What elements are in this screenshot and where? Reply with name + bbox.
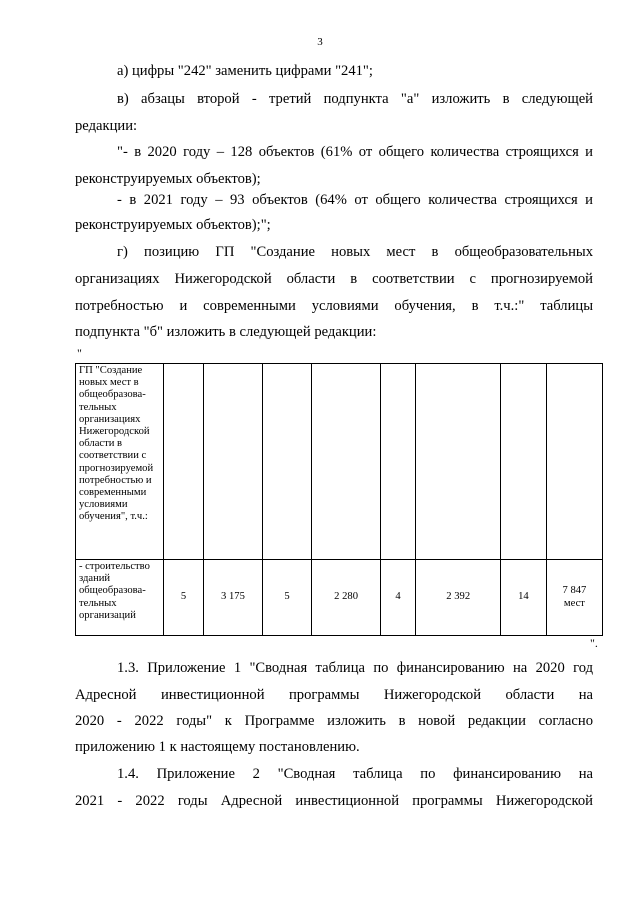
- close-quote: ".: [590, 636, 598, 650]
- table-cell: [546, 364, 602, 560]
- table-row: [76, 364, 603, 560]
- paragraph-1-4-line-1: 1.4. Приложение 2 "Сводная таблица по финансированию на: [117, 766, 593, 782]
- paragraph-g-line-1: г) позицию ГП "Создание новых мест в общеобразовательных: [117, 244, 593, 260]
- total-cell: [546, 560, 602, 636]
- row1-label-cell: ГП "Создание новых мест в общеобразова-тельных организациях Нижегородской области в соответствии с прогнозируемой потребностью и современными условиями обучения", т.ч.:: [76, 364, 164, 560]
- table-cell: 4: [380, 560, 416, 636]
- total-value: 7 847: [562, 585, 587, 597]
- table-cell: [262, 364, 312, 560]
- table-cell: [380, 364, 416, 560]
- paragraph-1-3-line-3: 2020 - 2022 годы" к Программе изложить в новой редакции согласно: [75, 713, 593, 729]
- paragraph-1-3-line-2: Адресной инвестиционной программы Нижегородской области на: [75, 687, 593, 703]
- table-cell: 3 175: [204, 560, 262, 636]
- table-cell: 14: [501, 560, 547, 636]
- table-cell: [312, 364, 380, 560]
- page-number: 3: [317, 36, 323, 48]
- table-cell: 5: [262, 560, 312, 636]
- table-cell: [204, 364, 262, 560]
- paragraph-1-3-line-4: приложению 1 к настоящему постановлению.: [75, 739, 360, 755]
- open-quote: ": [77, 346, 82, 360]
- row2-label-cell: - строительство зданий общеобразова-тельных организаций: [76, 560, 164, 636]
- quote-2020-line-2: реконструируемых объектов);: [75, 171, 261, 187]
- paragraph-1-3-line-1: 1.3. Приложение 1 "Сводная таблица по финансированию на 2020 год: [117, 660, 593, 676]
- quote-2020-line-1: "- в 2020 году – 128 объектов (61% от общего количества строящихся и: [117, 144, 593, 160]
- table-cell: 2 280: [312, 560, 380, 636]
- table-cell: 2 392: [416, 560, 501, 636]
- total-unit: мест: [563, 597, 585, 609]
- paragraph-g-line-3: потребностью и современными условиями обучения, в т.ч.:" таблицы: [75, 298, 593, 314]
- table-cell: 5: [163, 560, 204, 636]
- paragraph-g-line-2: организациях Нижегородской области в соответствии с прогнозируемой: [75, 271, 593, 287]
- gp-table: [75, 363, 603, 636]
- paragraph-1-4-line-2: 2021 - 2022 годы Адресной инвестиционной программы Нижегородской: [75, 793, 593, 809]
- paragraph-v-line-1: в) абзацы второй - третий подпункта "а" изложить в следующей: [117, 91, 593, 107]
- paragraph-g-line-4: подпункта "б" изложить в следующей редакции:: [75, 324, 377, 340]
- quote-2021-line-1: - в 2021 году – 93 объектов (64% от общего количества строящихся и: [117, 192, 593, 208]
- paragraph-v-line-2: редакции:: [75, 118, 138, 134]
- table-cell: [501, 364, 547, 560]
- quote-2021-line-2: реконструируемых объектов);";: [75, 217, 271, 233]
- table-row: [76, 560, 603, 636]
- table-cell: [416, 364, 501, 560]
- paragraph-a: а) цифры "242" заменить цифрами "241";: [117, 63, 373, 79]
- table-cell: [163, 364, 204, 560]
